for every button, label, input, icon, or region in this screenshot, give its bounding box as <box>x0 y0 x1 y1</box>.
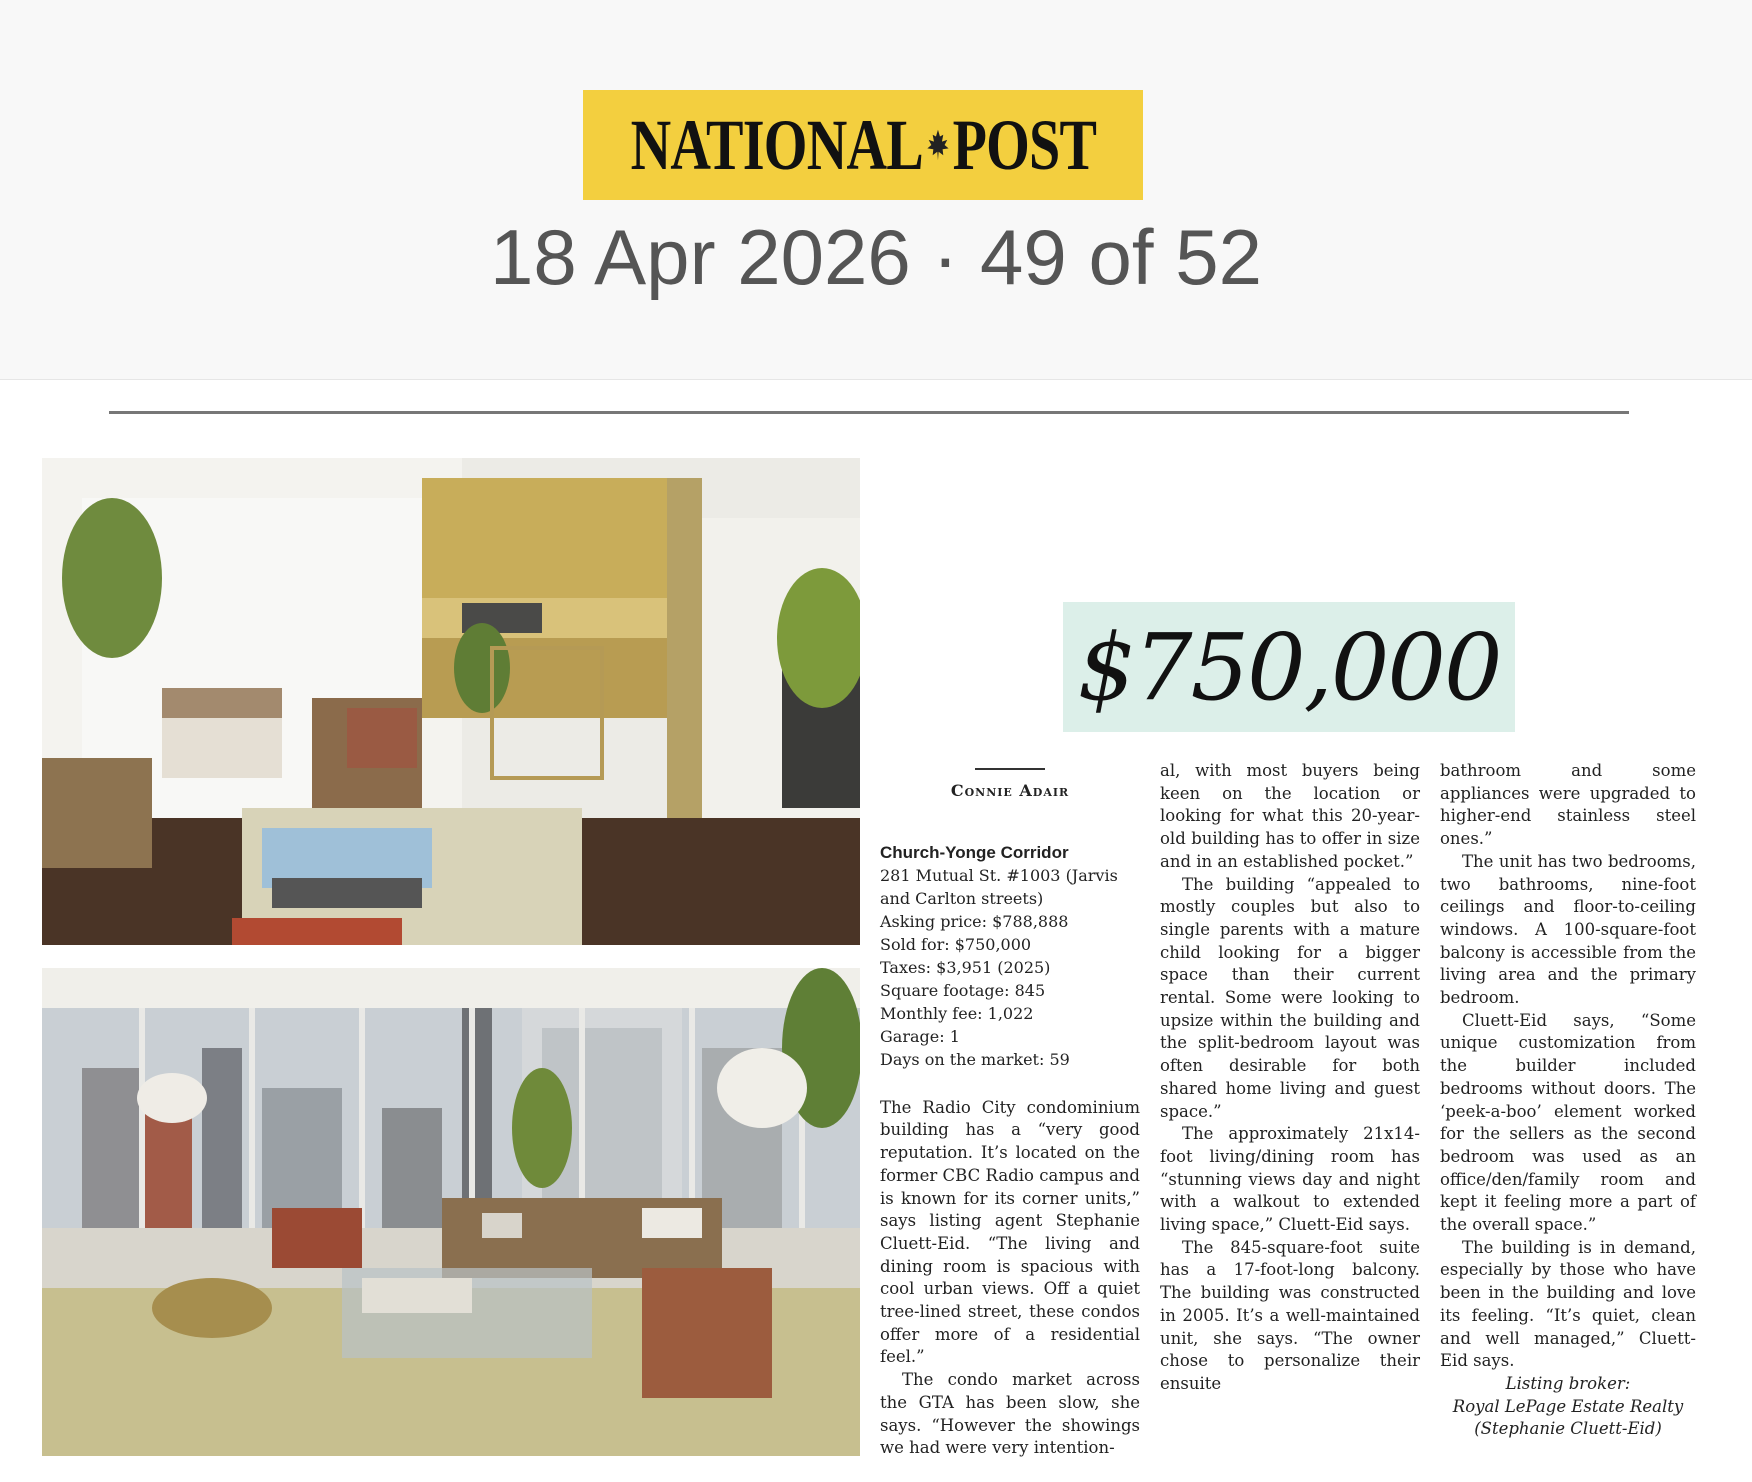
app-header <box>0 0 1752 380</box>
facts-line: Monthly fee: 1,022 <box>880 1003 1034 1023</box>
article-column-3 <box>1440 760 1696 1441</box>
sale-price-tag <box>1063 602 1515 732</box>
broker-agent: (Stephanie Cluett-Eid) <box>1474 1419 1662 1439</box>
listing-broker <box>1440 1373 1696 1441</box>
facts-line: Square footage: 845 <box>880 980 1046 1000</box>
masthead-right: POST <box>952 104 1096 185</box>
byline-rule <box>975 768 1045 770</box>
facts-line: 281 Mutual St. #1003 (Jarvis and Carlton streets) <box>880 865 1118 908</box>
national-post-logo[interactable] <box>583 90 1143 200</box>
byline: Connie Adair <box>950 781 1070 800</box>
body-paragraph: The 845-square-foot suite has a 17-foot-long balcony. The building was constructed in 2005. It’s a well-maintained unit, she says. “The owner chose to personalize their ensuite <box>1160 1237 1420 1393</box>
facts-line: Sold for: $750,000 <box>880 934 1032 954</box>
body-paragraph: The building is in demand, especially by those who have been in the building and love its feeling. “It’s quiet, clean and well managed,” Cluett-Eid says. <box>1440 1237 1696 1371</box>
maple-leaf-icon <box>924 128 951 162</box>
listing-facts <box>880 841 1140 1071</box>
section-rule <box>109 411 1629 414</box>
broker-name: Royal LePage Estate Realty <box>1452 1396 1684 1416</box>
body-paragraph: bathroom and some appliances were upgraded to higher-end stainless steel ones.” <box>1440 761 1696 849</box>
body-paragraph: The condo market across the GTA has been slow, she says. “However the showings we had were very intention- <box>880 1370 1140 1458</box>
facts-heading: Church-Yonge Corridor <box>880 842 1069 862</box>
body-paragraph: The Radio City condominium building has a “very good reputation. It’s located on the former CBC Radio campus and is known for its corner units,” says listing agent Stephanie Cluett-Eid. “The living and dining room is spacious with cool urban views. Off a quiet tree-lined street, these condos offer more of a residential feel.” <box>880 1097 1140 1367</box>
facts-line: Garage: 1 <box>880 1026 960 1046</box>
broker-label: Listing broker: <box>1505 1373 1631 1393</box>
living-room-photo <box>42 968 860 1456</box>
sale-price: $750,000 <box>1077 613 1501 721</box>
facts-line: Days on the market: 59 <box>880 1049 1070 1069</box>
article-column-1 <box>880 760 1140 1460</box>
body-paragraph: The unit has two bedrooms, two bathrooms, nine-foot ceilings and floor-to-ceiling windows. A 100-square-foot balcony is accessible from the living area and the primary bedroom. <box>1440 851 1696 1008</box>
issue-date-and-page: 18 Apr 2026 · 49 of 52 <box>490 213 1262 301</box>
body-paragraph: The building “appealed to mostly couples but also to single parents with a mature child looking for a bigger space than their current rental. Some were looking to upsize within the building and the split-bedroom layout was often desirable for both shared home living and guest space.” <box>1160 874 1420 1121</box>
masthead-left: NATIONAL <box>630 104 923 185</box>
bedroom-kitchen-photo <box>42 458 860 945</box>
facts-line: Asking price: $788,888 <box>880 911 1069 931</box>
body-paragraph: Cluett-Eid says, “Some unique customization from the builder included bedrooms without doors. The ‘peek-a-boo’ element worked for the sellers as the second bedroom was used as an office/den/family room and kept it feeling more a part of the overall space.” <box>1440 1010 1696 1235</box>
body-paragraph: The approximately 21x14-foot living/dining room has “stunning views day and night with a walkout to extended living space,” Cluett-Eid says. <box>1160 1124 1420 1235</box>
body-paragraph: al, with most buyers being keen on the location or looking for what this 20-year-old building has to offer in size and in an established pocket.” <box>1160 761 1420 871</box>
facts-line: Taxes: $3,951 (2025) <box>880 957 1051 977</box>
article-column-2 <box>1160 760 1420 1396</box>
